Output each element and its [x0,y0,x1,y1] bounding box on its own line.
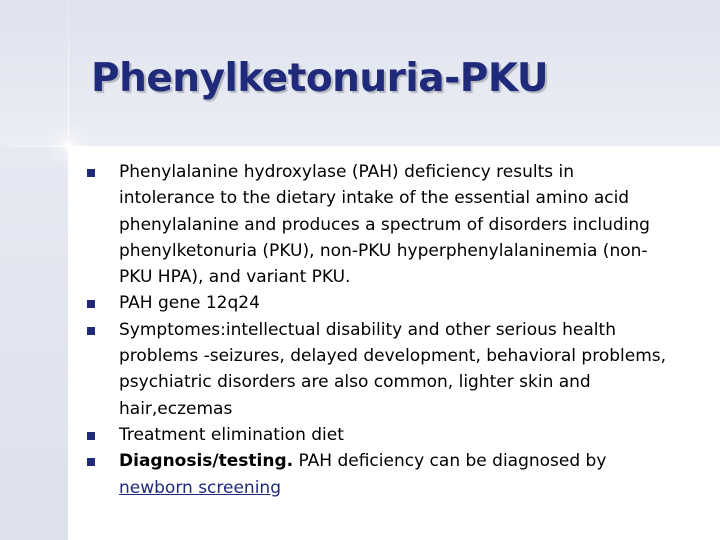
slide-title: Phenylketonuria-PKU [91,56,549,101]
square-bullet-icon [87,300,95,308]
bullet-item-treatment [84,422,674,448]
decorative-vertical-line [68,0,69,540]
bullet-item-symptoms [84,317,674,422]
bullet-text: PAH deficiency can be diagnosed by [293,451,607,472]
bullet-text: Treatment elimination diet [119,424,344,445]
bullet-text: PAH gene 12q24 [119,293,260,314]
bullet-item-pah-deficiency [84,159,674,290]
left-band [0,146,68,540]
bullet-item-pah-gene [84,290,674,316]
bullet-text: Symptomes:intellectual disability and other serious health problems -seizures, delayed development, behavioral problems, psychiatric disorders are also common, lighter skin and hair,eczemas [119,319,667,419]
square-bullet-icon [87,432,95,440]
diagnosis-label: Diagnosis/testing. [119,451,294,472]
square-bullet-icon [87,327,95,335]
decorative-horizontal-line [0,146,720,147]
square-bullet-icon [87,458,95,466]
bullet-list [84,159,674,501]
square-bullet-icon [87,169,95,177]
bullet-text: Phenylalanine hydroxylase (PAH) deficiency results in intolerance to the dietary intake of the essential amino acid phenylalanine and produces a spectrum of disorders including phenylketonuria (PKU), non-PKU hyperphenylalaninemia (non-PKU HPA), and variant PKU. [119,162,650,288]
newborn-screening-link[interactable]: newborn screening [119,477,281,498]
bullet-item-diagnosis [84,448,674,501]
